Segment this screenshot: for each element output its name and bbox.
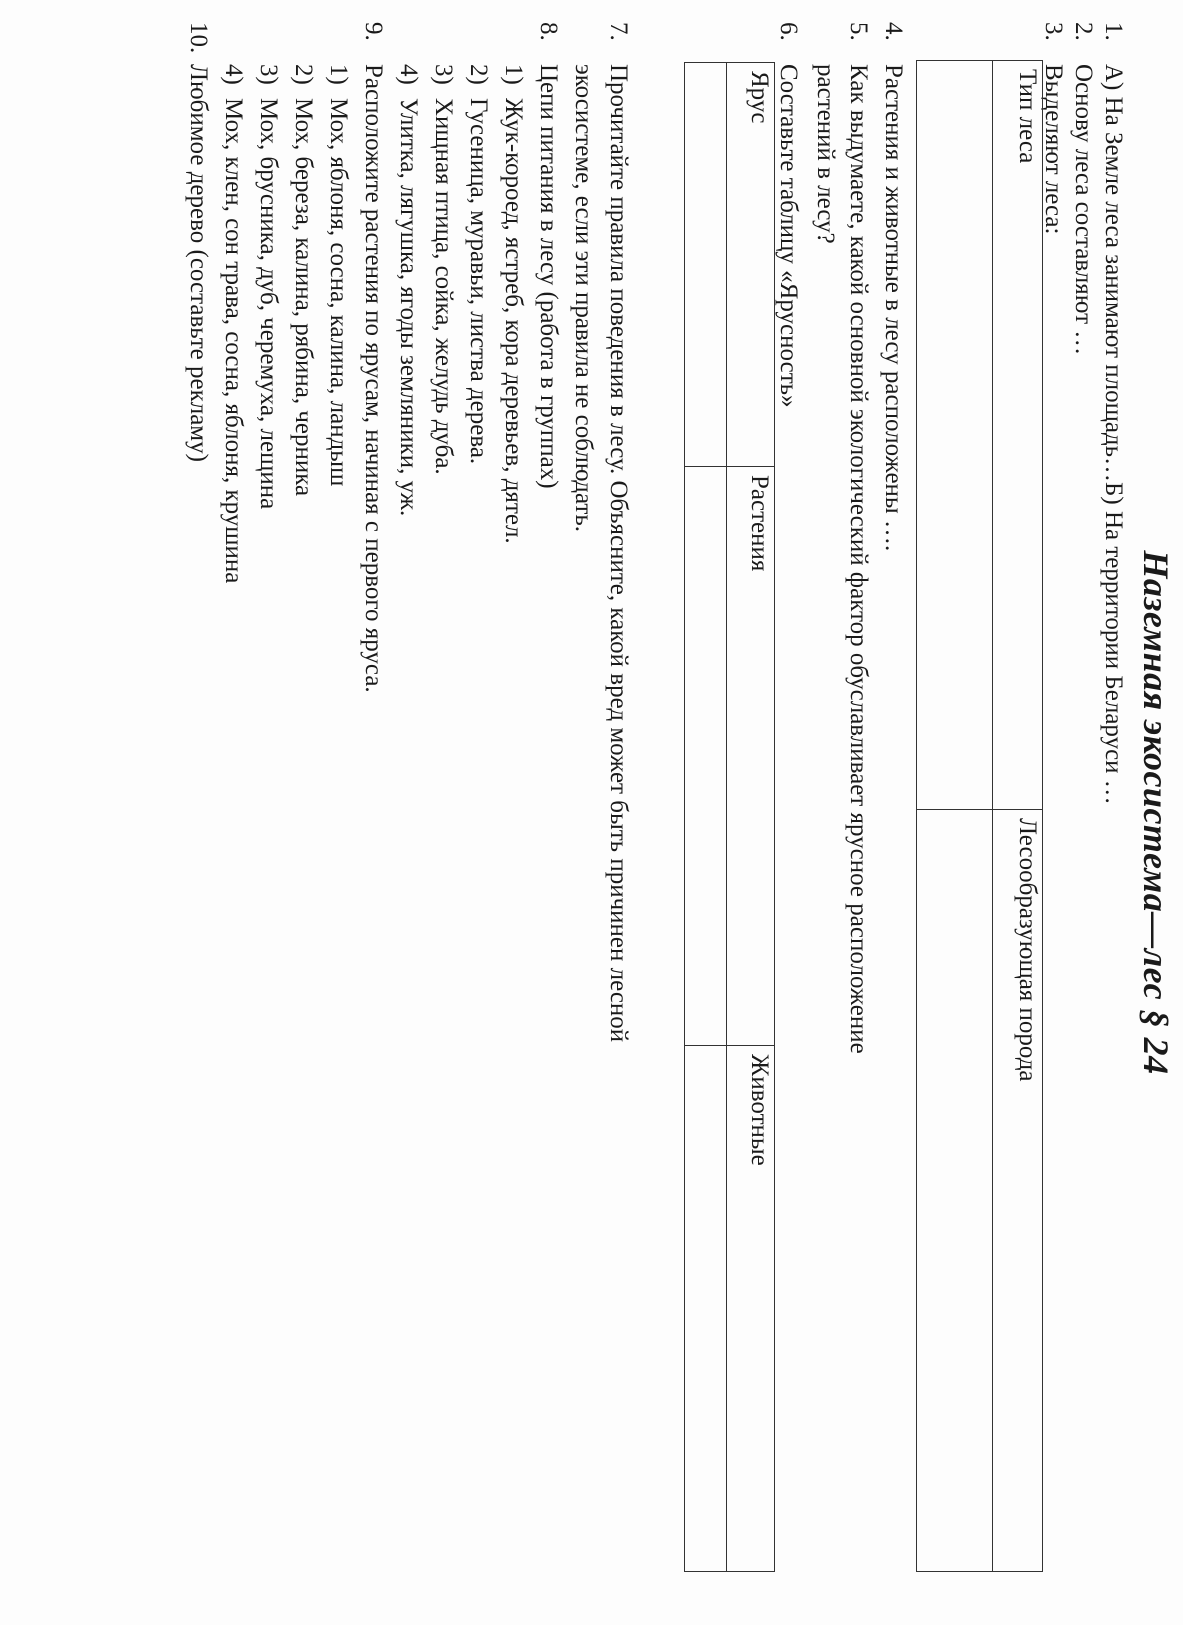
question-number: 9. [360,22,387,41]
question-number: 7. [605,22,632,41]
list-item [288,64,318,496]
item-number: 4) [395,64,422,85]
question-8 [533,22,563,489]
list-item [498,64,528,544]
question-10 [183,22,213,462]
table-cell-empty [685,1046,727,1572]
question-number: 5. [845,22,872,41]
question-text: Прочитайте правила поведения в лесу. Объясните, какой вред может быть причинен лесной [605,64,632,1043]
table-cell-empty [685,63,727,467]
item-text: Гусеница, муравьи, листва дерева. [465,98,492,465]
question-7 [603,22,633,1042]
item-text: Улитка, лягушка, ягоды земляники, уж. [395,98,422,517]
table-header-tier: Ярус [727,63,775,467]
question-number: 6. [775,22,802,41]
question-text: Цепи питания в лесу (работа в группах) [535,64,562,489]
tier-table [684,62,775,1572]
question-text: Составьте таблицу «Ярусность» [775,64,802,408]
question-7-continuation: экосистеме, если эти правила не соблюдать. [570,64,597,532]
question-5-continuation: растений в лесу? [812,64,839,244]
question-text: Растения и животные в лесу расположены …. [880,64,907,552]
question-number: 2. [1070,22,1097,41]
item-text: Хищная птица, сойка, желудь дуба. [430,98,457,475]
question-number: 8. [535,22,562,41]
question-text: Расположите растения по ярусам, начиная с первого яруса. [360,64,387,693]
question-number: 3. [1040,22,1067,41]
question-number: 1. [1100,22,1127,41]
list-item [218,64,248,583]
question-9 [358,22,388,693]
list-item [393,64,423,516]
item-text: Жук-короед, ястреб, кора деревьев, дятел. [500,98,527,544]
page-title: Наземная экосистема—лес § 24 [1136,550,1176,1075]
list-item [253,64,283,509]
table-header-forest-type: Тип леса [993,61,1043,810]
item-number: 2) [290,64,317,85]
item-text: Мох, клен, сон трава, сосна, яблоня, крушина [220,98,247,584]
question-5 [843,22,873,1054]
forest-types-table [916,60,1043,1572]
question-number: 10. [185,22,212,54]
question-text: Как выдумаете, какой основной экологический фактор обуславливает ярусное расположение [845,64,872,1054]
table-header-forest-species: Лесообразующая порода [993,810,1043,1572]
list-item [428,64,458,475]
item-number: 2) [465,64,492,85]
item-number: 3) [430,64,457,85]
table-header-plants: Растения [727,467,775,1046]
question-1 [1098,22,1128,805]
table-cell-empty [917,810,993,1572]
item-number: 1) [325,64,352,85]
question-text: А) На Земле леса занимают площадь…Б) На территории Беларуси … [1100,64,1127,805]
item-number: 4) [220,64,247,85]
list-item [463,64,493,464]
table-cell-empty [917,61,993,810]
item-text: Мох, береза, калина, рябина, черника [290,98,317,497]
question-number: 4. [880,22,907,41]
question-text: Любимое дерево (составьте рекламу) [185,64,212,462]
question-2 [1068,22,1098,355]
question-text: Выделяют леса: [1040,64,1067,235]
table-cell-empty [685,467,727,1046]
table-header-animals: Животные [727,1046,775,1572]
question-6 [773,22,803,408]
item-text: Мох, яблоня, сосна, калина, ландыш [325,98,352,487]
item-text: Мох, брусника, дуб, черемуха, лещина [255,98,282,510]
item-number: 3) [255,64,282,85]
question-4 [878,22,908,551]
question-text: Основу леса составляют … [1070,64,1097,356]
list-item [323,64,353,486]
item-number: 1) [500,64,527,85]
